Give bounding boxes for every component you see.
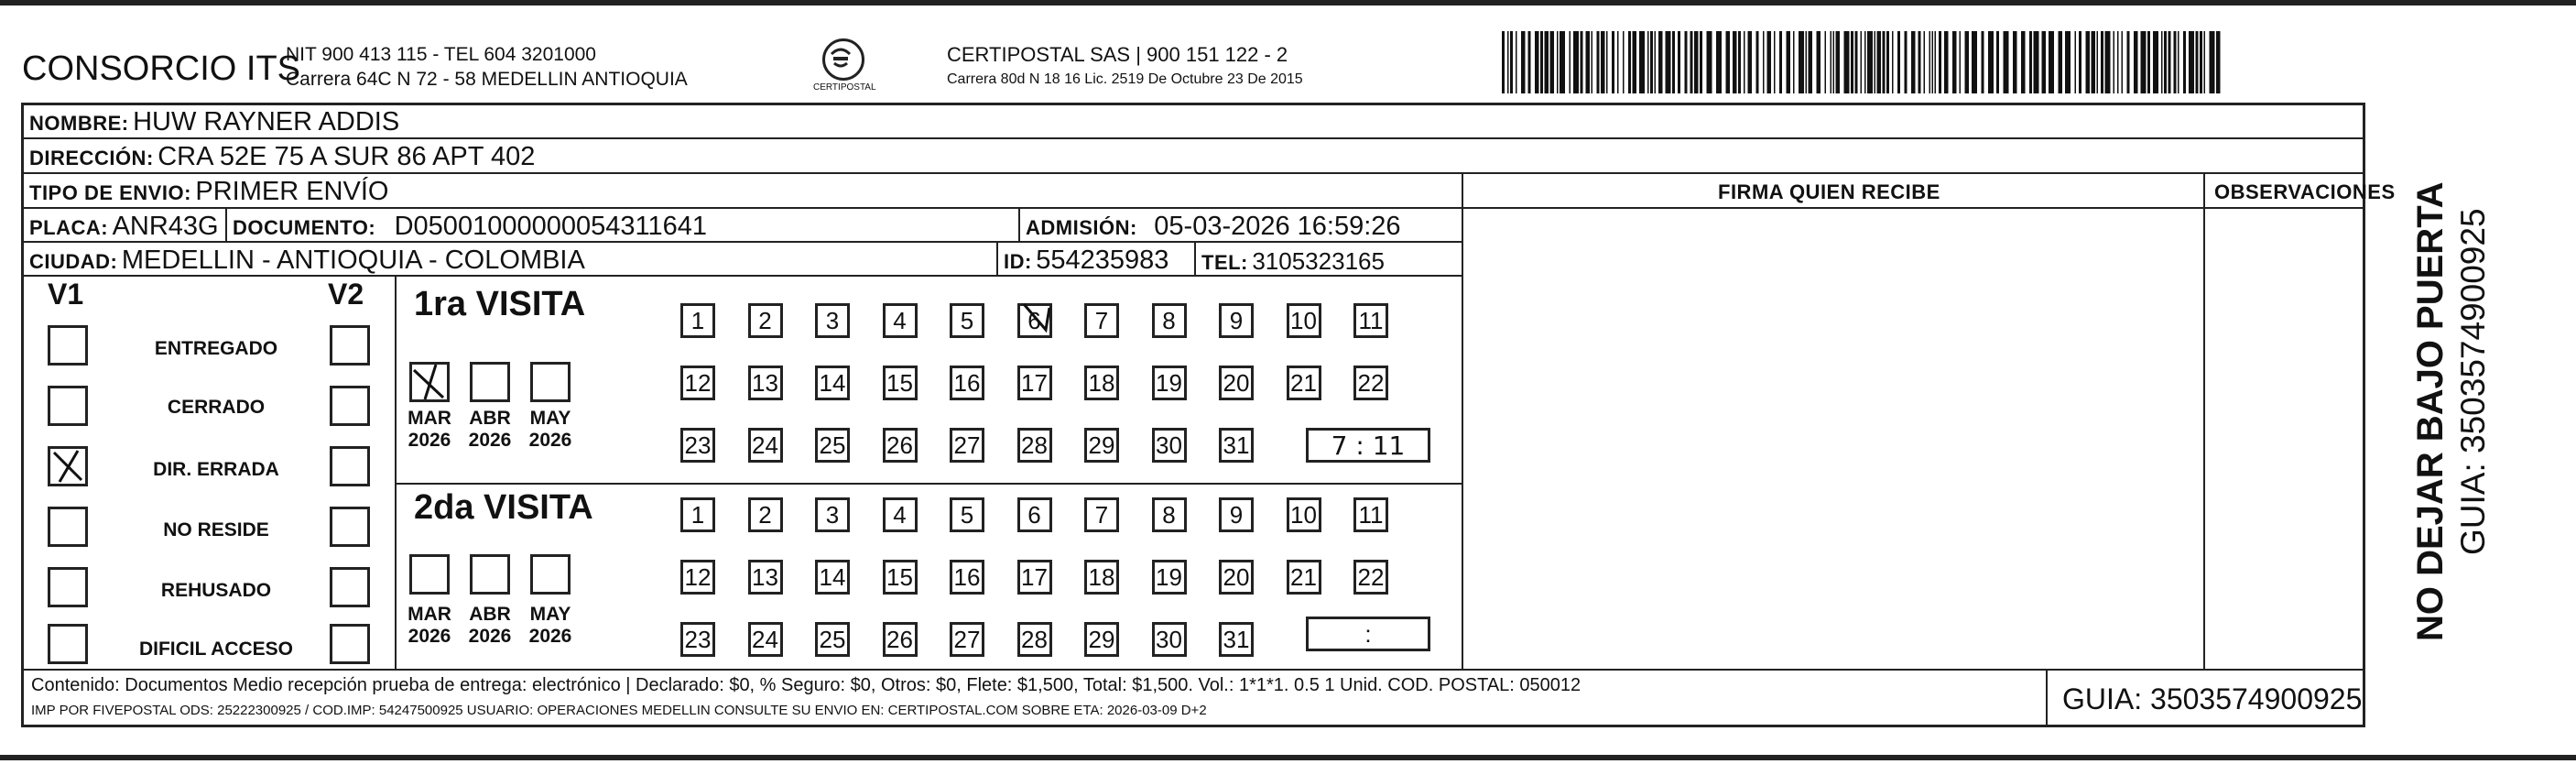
- col-divider: [225, 207, 227, 241]
- id-label: ID:: [1004, 250, 1032, 273]
- first-visit-day-box[interactable]: 10: [1287, 303, 1321, 338]
- first-visit-day-box[interactable]: 7: [1084, 303, 1119, 338]
- first-visit-day-box[interactable]: 18: [1084, 366, 1119, 400]
- second-visit-day-box[interactable]: 3: [815, 497, 850, 532]
- v2-label: V2: [328, 278, 364, 311]
- first-visit-title: 1ra VISITA: [414, 285, 586, 323]
- footer-contenido: Contenido: Documentos Medio recepción prueba de entrega: electrónico | Declarado: $0, % Seguro: $0, Otros: $0, Flete: $1,500, Total: $1,500. Vol.: 1*1*1. 0.5 1 Unid. COD. POSTAL: 050012: [31, 675, 1581, 695]
- second-visit-day-box[interactable]: 20: [1219, 560, 1254, 595]
- first-visit-day-box[interactable]: 12: [680, 366, 715, 400]
- check-mark-icon: [50, 449, 85, 484]
- v2-cerrado-checkbox[interactable]: [330, 386, 370, 426]
- second-visit-day-box[interactable]: 29: [1084, 622, 1119, 657]
- second-visit-day-box[interactable]: 11: [1353, 497, 1388, 532]
- first-visit-day-box[interactable]: 20: [1219, 366, 1254, 400]
- col-divider: [1462, 172, 1463, 669]
- second-visit-day-box[interactable]: 4: [883, 497, 918, 532]
- admision-value: 05-03-2026 16:59:26: [1154, 212, 1401, 241]
- first-visit-day-box[interactable]: 17: [1017, 366, 1052, 400]
- observaciones-label: OBSERVACIONES: [2214, 180, 2396, 203]
- first-visit-day-box[interactable]: 29: [1084, 428, 1119, 463]
- nombre-label: NOMBRE:: [29, 112, 129, 135]
- first-visit-day-box[interactable]: 8: [1152, 303, 1187, 338]
- second-visit-time[interactable]: :: [1306, 617, 1430, 651]
- delivery-form: [21, 103, 2396, 727]
- col-divider: [996, 241, 998, 275]
- v1-cerrado-checkbox[interactable]: [48, 386, 88, 426]
- status-no-reside: NO RESIDE: [163, 519, 269, 540]
- second-visit-day-box[interactable]: 13: [748, 560, 783, 595]
- first-visit-time[interactable]: 7 : 11: [1306, 428, 1430, 463]
- col-divider: [1194, 241, 1196, 275]
- tel-label: TEL:: [1201, 251, 1248, 274]
- second-visit-day-box[interactable]: 9: [1219, 497, 1254, 532]
- col-divider: [395, 275, 397, 669]
- first-visit-day-box[interactable]: 19: [1152, 366, 1187, 400]
- logo-caption: CERTIPOSTAL: [813, 82, 876, 93]
- first-visit-day-box[interactable]: 4: [883, 303, 918, 338]
- check-mark-icon: [412, 365, 447, 399]
- second-visit-day-box[interactable]: 12: [680, 560, 715, 595]
- admision-row: [1026, 212, 1401, 242]
- first-visit-day-box[interactable]: 27: [950, 428, 984, 463]
- address-line: Carrera 64C N 72 - 58 MEDELLIN ANTIOQUIA: [286, 69, 688, 90]
- nombre-row: [29, 107, 399, 137]
- second-visit-day-box[interactable]: 17: [1017, 560, 1052, 595]
- status-dificil-acceso: DIFICIL ACCESO: [138, 638, 293, 660]
- second-visit-day-box[interactable]: 21: [1287, 560, 1321, 595]
- second-visit-day-box[interactable]: 25: [815, 622, 850, 657]
- footer-divider: [24, 669, 2363, 671]
- first-visit-day-box[interactable]: 6: [1017, 303, 1052, 338]
- direccion-label: DIRECCIÓN:: [29, 147, 154, 169]
- v1-dir-errada-checkbox[interactable]: [48, 446, 88, 486]
- ciudad-value: MEDELLIN - ANTIOQUIA - COLOMBIA: [121, 246, 585, 275]
- first-visit-day-box[interactable]: 15: [883, 366, 918, 400]
- row-divider: [24, 207, 2363, 209]
- v1-month-may: MAY 2026: [528, 408, 572, 451]
- certipostal-line: CERTIPOSTAL SAS | 900 151 122 - 2: [947, 43, 1288, 66]
- firma-label: FIRMA QUIEN RECIBE: [1718, 180, 1940, 203]
- first-visit-day-box[interactable]: 13: [748, 366, 783, 400]
- second-visit-day-box[interactable]: 28: [1017, 622, 1052, 657]
- row-divider: [24, 172, 2363, 174]
- status-cerrado: CERRADO: [167, 397, 266, 418]
- tel-row: [1201, 247, 1385, 276]
- documento-label: DOCUMENTO:: [233, 216, 376, 239]
- documento-row: [233, 212, 707, 242]
- tipo-value: PRIMER ENVÍO: [195, 177, 389, 206]
- tipo-label: TIPO DE ENVIO:: [29, 181, 191, 204]
- v1-dificil-acceso-checkbox[interactable]: [48, 624, 88, 664]
- v1-label: V1: [48, 278, 84, 311]
- placa-value: ANR43G: [112, 212, 219, 241]
- first-visit-day-box[interactable]: 22: [1353, 366, 1388, 400]
- second-visit-day-box[interactable]: 22: [1353, 560, 1388, 595]
- first-visit-day-box[interactable]: 14: [815, 366, 850, 400]
- top-border: [0, 0, 2576, 5]
- second-visit-day-box[interactable]: 24: [748, 622, 783, 657]
- footer-guia: GUIA: 3503574900925: [2062, 682, 2363, 715]
- first-visit-day-box[interactable]: 25: [815, 428, 850, 463]
- v1-month-mar-checkbox[interactable]: [409, 362, 450, 402]
- v2-no-reside-checkbox[interactable]: [330, 507, 370, 547]
- second-visit-day-box[interactable]: 30: [1152, 622, 1187, 657]
- second-visit-day-box[interactable]: 7: [1084, 497, 1119, 532]
- v1-entregado-checkbox[interactable]: [48, 325, 88, 366]
- visit-divider: [395, 483, 1462, 485]
- nombre-value: HUW RAYNER ADDIS: [133, 107, 400, 136]
- id-value: 554235983: [1036, 246, 1169, 275]
- v1-month-abr: ABR 2026: [468, 408, 512, 451]
- first-visit-day-box[interactable]: 31: [1219, 428, 1254, 463]
- direccion-value: CRA 52E 75 A SUR 86 APT 402: [158, 142, 536, 171]
- company-name: CONSORCIO ITS: [22, 49, 301, 88]
- first-visit-day-box[interactable]: 16: [950, 366, 984, 400]
- certipostal-info: [947, 42, 1303, 92]
- tel-value: 3105323165: [1252, 247, 1385, 275]
- second-visit-day-box[interactable]: 10: [1287, 497, 1321, 532]
- v2-month-abr: ABR 2026: [468, 604, 512, 647]
- v2-dificil-acceso-checkbox[interactable]: [330, 624, 370, 664]
- barcode-icon: [1502, 31, 2225, 93]
- first-visit-day-box[interactable]: 3: [815, 303, 850, 338]
- ciudad-label: CIUDAD:: [29, 250, 118, 273]
- v2-month-may: MAY 2026: [528, 604, 572, 647]
- v2-month-mar: MAR 2026: [408, 604, 451, 647]
- col-divider: [2203, 172, 2205, 669]
- placa-row: [29, 212, 219, 242]
- first-visit-day-box[interactable]: 1: [680, 303, 715, 338]
- v1-month-mar: MAR 2026: [408, 408, 451, 451]
- first-visit-day-box[interactable]: 5: [950, 303, 984, 338]
- second-visit-day-box[interactable]: 31: [1219, 622, 1254, 657]
- second-visit-day-box[interactable]: 2: [748, 497, 783, 532]
- first-visit-day-box[interactable]: 11: [1353, 303, 1388, 338]
- v1-month-abr-checkbox[interactable]: [470, 362, 510, 402]
- second-visit-day-box[interactable]: 5: [950, 497, 984, 532]
- status-dir-errada: DIR. ERRADA: [153, 459, 279, 480]
- second-visit-day-box[interactable]: 18: [1084, 560, 1119, 595]
- v2-dir-errada-checkbox[interactable]: [330, 446, 370, 486]
- v2-month-may-checkbox[interactable]: [530, 554, 571, 595]
- direccion-row: [29, 142, 535, 172]
- first-visit-day-box[interactable]: 30: [1152, 428, 1187, 463]
- ciudad-row: [29, 246, 585, 276]
- footer-imp: IMP POR FIVEPOSTAL ODS: 25222300925 / COD.IMP: 54247500925 USUARIO: OPERACIONES MEDELLIN CONSULTE SU ENVIO EN: CERTIPOSTAL.COM SOBRE ETA: 2026-03-09 D+2: [31, 703, 1207, 718]
- second-visit-day-box[interactable]: 8: [1152, 497, 1187, 532]
- col-divider: [1018, 207, 1020, 241]
- second-visit-day-box[interactable]: 16: [950, 560, 984, 595]
- second-visit-day-box[interactable]: 27: [950, 622, 984, 657]
- second-visit-day-box[interactable]: 19: [1152, 560, 1187, 595]
- second-visit-day-box[interactable]: 1: [680, 497, 715, 532]
- v1-rehusado-checkbox[interactable]: [48, 567, 88, 607]
- nit-line: NIT 900 413 115 - TEL 604 3201000: [286, 44, 596, 65]
- first-visit-day-box[interactable]: 26: [883, 428, 918, 463]
- second-visit-day-box[interactable]: 15: [883, 560, 918, 595]
- certipostal-logo-icon: [822, 38, 864, 81]
- documento-value: D05001000000054311641: [394, 212, 707, 241]
- second-visit-title: 2da VISITA: [414, 488, 593, 527]
- status-rehusado: REHUSADO: [160, 580, 272, 601]
- first-visit-day-box[interactable]: 23: [680, 428, 715, 463]
- company-info: [286, 42, 688, 92]
- second-visit-day-box[interactable]: 14: [815, 560, 850, 595]
- certipostal-address: Carrera 80d N 18 16 Lic. 2519 De Octubre 23 De 2015: [947, 71, 1303, 87]
- status-entregado: ENTREGADO: [154, 338, 278, 359]
- id-row: [1004, 246, 1168, 276]
- first-visit-day-box[interactable]: 24: [748, 428, 783, 463]
- v2-month-abr-checkbox[interactable]: [470, 554, 510, 595]
- v1-month-may-checkbox[interactable]: [530, 362, 571, 402]
- first-visit-day-box[interactable]: 9: [1219, 303, 1254, 338]
- second-visit-day-box[interactable]: 6: [1017, 497, 1052, 532]
- tipo-row: [29, 177, 388, 207]
- first-visit-day-box[interactable]: 21: [1287, 366, 1321, 400]
- placa-label: PLACA:: [29, 216, 109, 239]
- bottom-border: [0, 755, 2576, 760]
- no-dejar-bajo-puerta: NO DEJAR BAJO PUERTA: [2410, 181, 2451, 641]
- first-visit-day-box[interactable]: 28: [1017, 428, 1052, 463]
- first-visit-day-box[interactable]: 2: [748, 303, 783, 338]
- second-visit-day-box[interactable]: 26: [883, 622, 918, 657]
- v2-month-mar-checkbox[interactable]: [409, 554, 450, 595]
- admision-label: ADMISIÓN:: [1026, 216, 1137, 239]
- day-mark-icon: [1018, 302, 1055, 339]
- side-guia: GUIA: 3503574900925: [2454, 208, 2492, 555]
- v1-no-reside-checkbox[interactable]: [48, 507, 88, 547]
- row-divider: [24, 137, 2363, 139]
- v2-rehusado-checkbox[interactable]: [330, 567, 370, 607]
- second-visit-day-box[interactable]: 23: [680, 622, 715, 657]
- v2-entregado-checkbox[interactable]: [330, 325, 370, 366]
- col-divider: [2046, 669, 2048, 725]
